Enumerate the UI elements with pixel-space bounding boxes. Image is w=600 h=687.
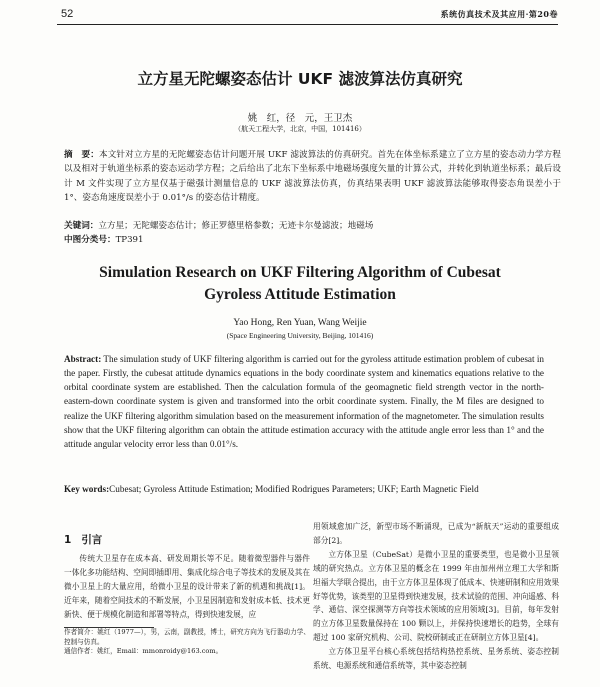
chinese-keywords-text: 立方星；无陀螺姿态估计；修正罗德里格参数；无迹卡尔曼滤波；地磁场 [98, 221, 374, 231]
chinese-abstract-label: 摘 要： [64, 150, 99, 160]
running-header [57, 8, 558, 25]
classification-value: TP391 [115, 235, 144, 245]
section-title: 引言 [81, 534, 103, 546]
body-left-column [64, 520, 310, 657]
english-title [0, 262, 600, 306]
english-abstract [64, 352, 544, 451]
english-keywords-label: Key words: [64, 484, 110, 494]
classification-label: 中图分类号： [64, 235, 116, 245]
chinese-title: 立方星无陀螺姿态估计 UKF 滤波算法仿真研究 [137, 70, 463, 88]
chinese-abstract-text: 本文针对立方星的无陀螺姿态估计问题开展 UKF 滤波算法的仿真研究。首先在体坐标系建立了立方星的姿态动力学方程以及相对于轨道坐标系的姿态运动学方程；之后给出了北东下坐标系中地磁场强度矢量的计算公式，并转化到轨道坐标系；最后设计 M 文件实现了立方星仅基于磁强计测量信息的 UKF 滤波算法仿真，仿真结果表明 UKF 滤波算法能够取得姿态角误差小于 1°、姿态角速度误差小于 0.01°/s 的姿态估计精度。 [64, 150, 561, 203]
section-heading [64, 534, 310, 548]
footnote-email: 通信作者：姚红，Email：mmonroidy@163.com。 [64, 647, 223, 656]
english-title-line1: Simulation Research on UKF Filtering Algorithm of Cubesat [99, 264, 501, 281]
chinese-affiliation: （航天工程大学，北京，中国，101416） [234, 125, 366, 133]
body-right-column [313, 520, 559, 673]
english-affiliation: (Space Engineering University, Beijing, 101416) [226, 331, 374, 340]
chinese-keywords-label: 关键词： [64, 221, 99, 231]
chinese-authors: 姚 红，径 元，王卫杰 [247, 113, 353, 124]
english-abstract-label: Abstract: [64, 354, 102, 364]
right-paragraph-1: 用领域愈加广泛，新型市场不断涌现，已成为“新航天”运动的重要组成部分[2]。 [313, 522, 559, 545]
page-number: 52 [61, 8, 74, 20]
english-keywords [64, 482, 544, 496]
english-keywords-text: Cubesat; Gyroless Attitude Estimation; Modified Rodrigues Parameters; UKF; Earth Magnetic Field [109, 484, 479, 494]
intro-paragraph: 传统大卫星存在成本高、研发周期长等不足。随着微型器件与器件一体化多功能结构、空间即插即用、集成化综合电子等技术的发展及其在微小卫星上的大量应用，给微小卫星的设计带来了新的机遇和挑战[1]。近年来，随着空间技术的不断发展，小卫星因制造和发射成本低、技术更新快、便于规模化制造和部署等特点，得到快速发展，应 [64, 553, 311, 619]
english-authors: Yao Hong, Ren Yuan, Wang Weijie [233, 318, 367, 328]
section-number: 1 [64, 534, 72, 546]
right-paragraph-2: 立方体卫星（CubeSat）是微小卫星的重要类型，也是微小卫星领域的研究热点。立方体卫星的概念在 1999 年由加州州立理工大学和斯坦福大学联合提出，由于立方体卫星体现了低成本、快速研制和应用效果好等优势，该类型的卫星得到快速发展，技术试验的范围、冲向遥感、科学、通信、深空探测等方向等技术领域的应用领域[3]。目前，每年发射的立方体卫星数量保持在 100 颗以上，并保持快速增长的趋势，全球有超过 100 家研究机构、公司、院校研制或正在研制立方体卫星[4]。 [313, 549, 560, 643]
right-paragraph-3: 立方体卫星平台核心系统包括结构热控系统、星务系统、姿态控制系统、电源系统和通信系统等，其中姿态控制 [313, 647, 559, 671]
chinese-abstract [64, 148, 561, 205]
footnote-author: 作者简介：姚红（1977—），男，云南，副教授，博士，研究方向为飞行器动力学、控制与仿真。 [64, 628, 310, 646]
classification-number [64, 234, 561, 247]
english-title-line2: Gyroless Attitude Estimation [204, 286, 396, 303]
journal-name: 系统仿真技术及其应用·第20卷 [440, 9, 558, 19]
english-abstract-text: The simulation study of UKF filtering algorithm is carried out for the gyroless attitude estimation problem of cubesat in the paper. Firstly, the cubesat attitude dynamics equations in the body coordinate system and kinematics equations relative to the orbital coordinate system are established. Then the calculation formula of the geomagnetic field strength vector in the north-eastern-down coordinate system is given and transformed into the orbit coordinate system. Finally, the M files are designed to realize the UKF filtering algorithm simulation based on the measurement information of the magnetometer. The simulation results show that the UKF filtering algorithm can obtain the attitude estimation accuracy with the attitude angle error less than 1° and the attitude angular velocity error less than 0.01°/s. [64, 354, 544, 449]
chinese-keywords [64, 220, 561, 233]
